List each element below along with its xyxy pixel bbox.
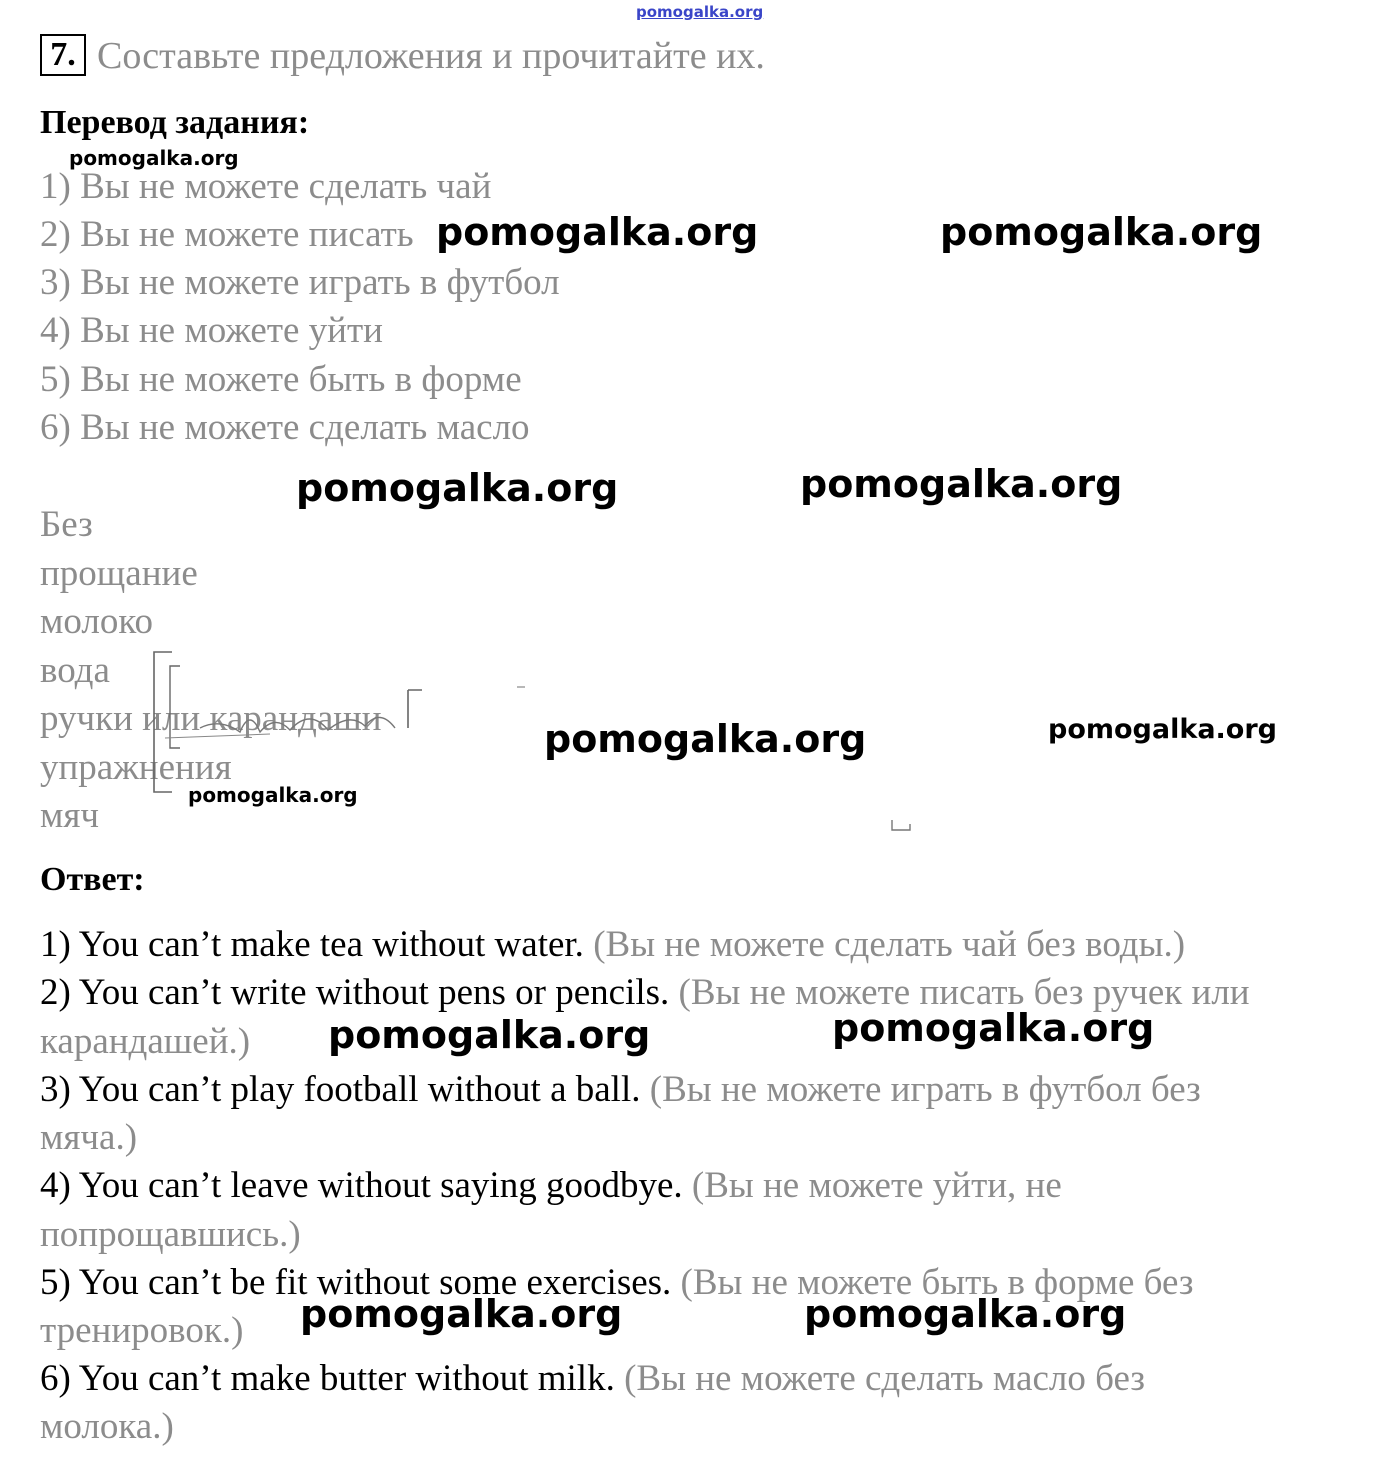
scribble-dot-1: [515, 685, 529, 695]
answer-russian: (Вы не можете играть в футбол без: [649, 1069, 1201, 1110]
answer-russian: (Вы не можете сделать масло без: [624, 1358, 1145, 1399]
translation-sentence: 5) Вы не можете быть в форме: [40, 359, 522, 400]
translation-sentence: 1) Вы не можете сделать чай: [40, 166, 492, 207]
scribble-marks: [150, 648, 430, 798]
answer-english: 2) You can’t write without pens or pencils.: [40, 972, 670, 1013]
task-instruction: Составьте предложения и прочитайте их.: [97, 35, 765, 77]
watermark-small-2: pomogalka.org: [188, 783, 358, 807]
watermark-medium-1: pomogalka.org: [1048, 714, 1277, 745]
answer-russian: (Вы не можете писать без ручек или: [678, 972, 1250, 1013]
answer-line: [40, 1355, 1145, 1403]
answer-line-continuation: тренировок.): [40, 1310, 244, 1351]
answer-line-continuation: мяча.): [40, 1117, 138, 1158]
watermark-big-6: pomogalka.org: [328, 1013, 651, 1057]
word-item: упражнения: [40, 747, 232, 788]
watermark-big-5: pomogalka.org: [544, 717, 867, 761]
word-item: ручки или карандаши: [40, 698, 382, 739]
watermark-big-3: pomogalka.org: [296, 466, 619, 510]
translation-sentence: 2) Вы не можете писать: [40, 214, 414, 255]
watermark-big-8: pomogalka.org: [300, 1292, 623, 1336]
answer-english: 5) You can’t be fit without some exercises.: [40, 1262, 672, 1303]
answer-line: [40, 921, 1185, 969]
watermark-top[interactable]: pomogalka.org: [636, 3, 764, 21]
word-item: прощание: [40, 553, 198, 594]
answer-line-continuation: молока.): [40, 1406, 174, 1447]
word-item: Без: [40, 504, 93, 545]
watermark-big-9: pomogalka.org: [804, 1292, 1127, 1336]
watermark-big-7: pomogalka.org: [832, 1006, 1155, 1050]
watermark-small-1: pomogalka.org: [69, 146, 239, 170]
task-number-box: 7.: [40, 34, 86, 76]
word-item: мяч: [40, 795, 100, 836]
translation-sentence: 6) Вы не можете сделать масло: [40, 407, 530, 448]
answer-line-continuation: попрощавшись.): [40, 1214, 301, 1255]
watermark-big-1: pomogalka.org: [436, 210, 759, 254]
answer-line: [40, 1066, 1201, 1114]
scribble-corner: [890, 818, 912, 834]
translation-heading: Перевод задания:: [40, 104, 310, 141]
answer-heading: Ответ:: [40, 861, 145, 898]
answer-line: [40, 1162, 1062, 1210]
translation-sentence: 3) Вы не можете играть в футбол: [40, 262, 560, 303]
answer-russian: (Вы не можете уйти, не: [691, 1165, 1062, 1206]
watermark-big-2: pomogalka.org: [940, 210, 1263, 254]
answer-english: 1) You can’t make tea without water.: [40, 924, 584, 965]
answer-russian: (Вы не можете быть в форме без: [680, 1262, 1194, 1303]
answer-line-continuation: карандашей.): [40, 1021, 251, 1062]
word-item: вода: [40, 650, 110, 691]
watermark-big-4: pomogalka.org: [800, 462, 1123, 506]
translation-sentence: 4) Вы не можете уйти: [40, 310, 383, 351]
answer-english: 4) You can’t leave without saying goodbye.: [40, 1165, 683, 1206]
word-item: молоко: [40, 601, 153, 642]
answer-russian: (Вы не можете сделать чай без воды.): [593, 924, 1186, 965]
answer-english: 6) You can’t make butter without milk.: [40, 1358, 615, 1399]
answer-english: 3) You can’t play football without a ball.: [40, 1069, 641, 1110]
